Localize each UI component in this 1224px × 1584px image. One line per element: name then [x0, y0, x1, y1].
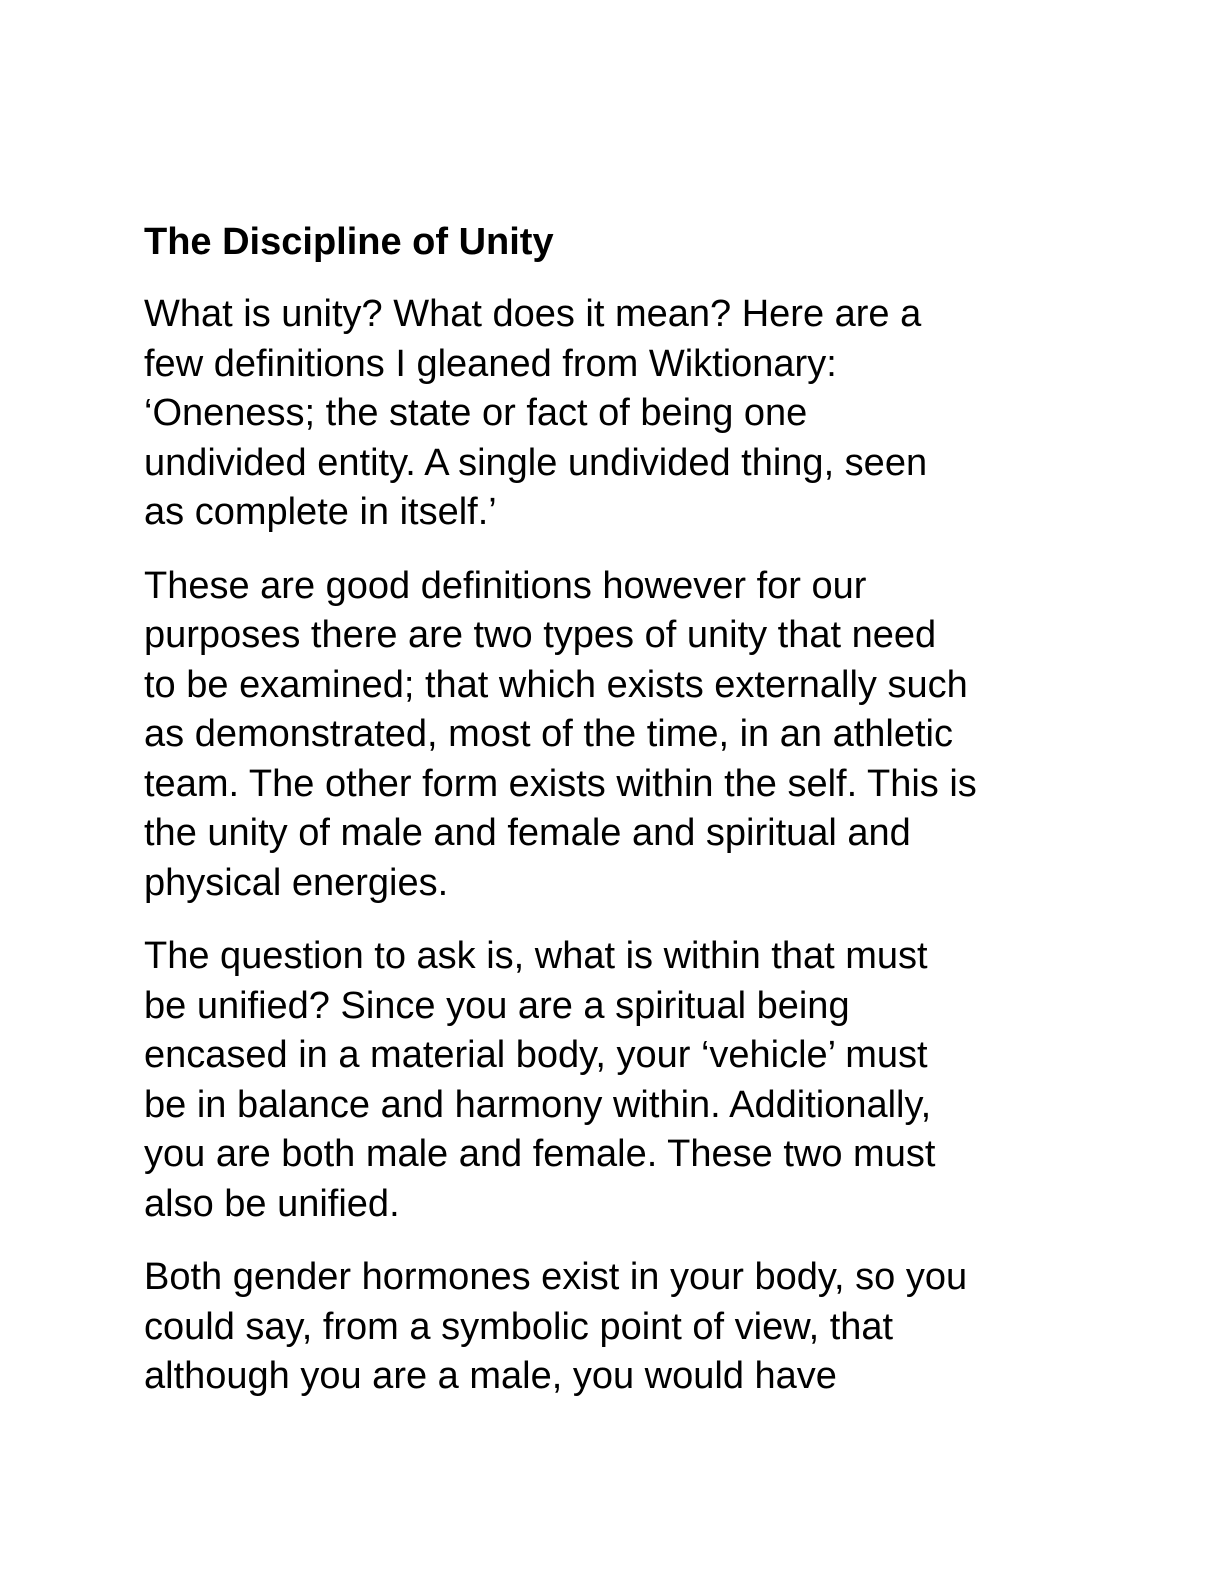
- text-line: encased in a material body, your ‘vehicle’ must: [144, 1034, 928, 1076]
- text-line: Both gender hormones exist in your body, so you: [144, 1256, 968, 1298]
- text-line: as demonstrated, most of the time, in an athletic: [144, 713, 953, 755]
- text-line: also be unified.: [144, 1182, 400, 1225]
- text-line: The question to ask is, what is within that must: [144, 935, 928, 977]
- text-line: the unity of male and female and spiritual and: [144, 812, 911, 854]
- text-line: few definitions I gleaned from Wiktionary:: [144, 342, 837, 385]
- text-line: purposes there are two types of unity that need: [144, 614, 937, 656]
- text-line: What is unity? What does it mean? Here are a: [144, 293, 922, 335]
- text-line: although you are a male, you would have: [144, 1355, 837, 1397]
- text-line: team. The other form exists within the self. This is: [144, 762, 977, 805]
- text-line: be in balance and harmony within. Additionally,: [144, 1083, 932, 1126]
- text-line: These are good definitions however for our: [144, 564, 867, 607]
- paragraph-4: [144, 1253, 1084, 1402]
- document-page: [144, 218, 1084, 1426]
- text-line: be unified? Since you are a spiritual being: [144, 984, 850, 1027]
- paragraph-2: [144, 562, 1084, 909]
- text-line: to be examined; that which exists externally such: [144, 663, 968, 706]
- text-line: physical energies.: [144, 861, 449, 904]
- document-title: The Discipline of Unity: [144, 221, 554, 263]
- text-line: as complete in itself.’: [144, 491, 497, 533]
- text-line: could say, from a symbolic point of view, that: [144, 1305, 894, 1348]
- paragraph-3: [144, 932, 1084, 1229]
- text-line: undivided entity. A single undivided thing, seen: [144, 441, 928, 484]
- paragraph-1: [144, 290, 1084, 538]
- text-line: you are both male and female. These two must: [144, 1133, 936, 1175]
- text-line: ‘Oneness; the state or fact of being one: [144, 392, 808, 434]
